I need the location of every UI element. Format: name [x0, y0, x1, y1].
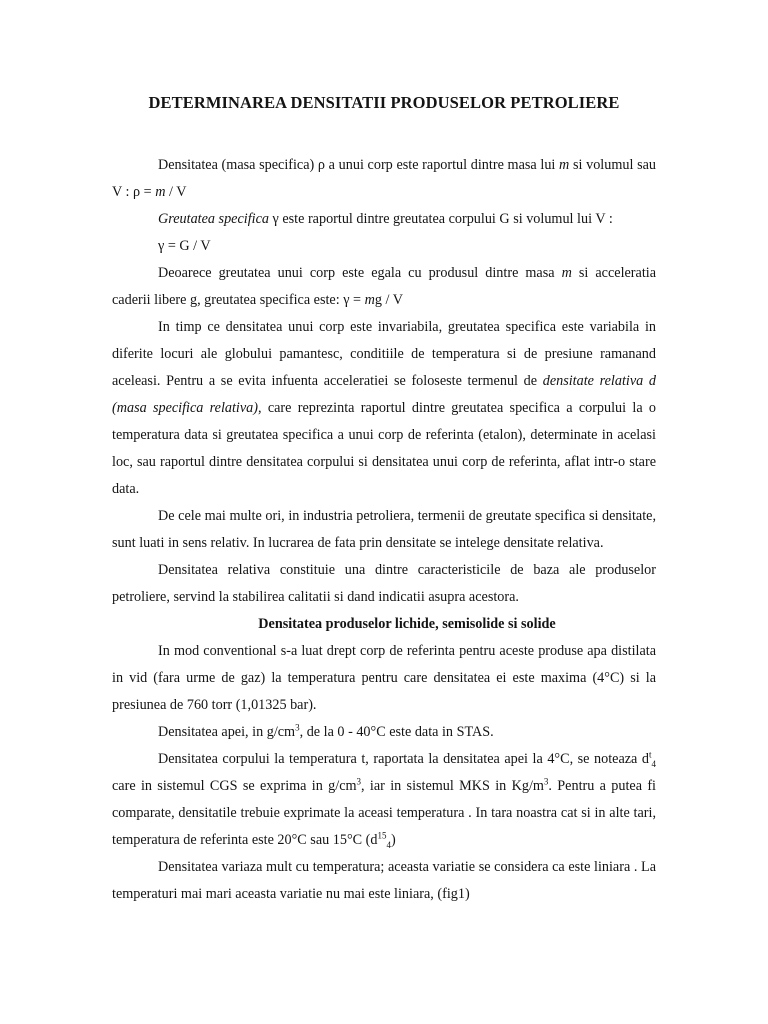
text-run: , care reprezinta raportul dintre greutatea specifica a corpului la o temperatura data si greutatea specifica a unui corp de referinta (etalon), determinate in acelasi loc, sau raportul dintre densitatea corpului si densitatea unui corp de referinta, aflat intr-o stare data.: [112, 400, 656, 497]
text-run: γ este raportul dintre greutatea corpului G si volumul lui V :: [268, 211, 613, 227]
text-run: , de la 0 - 40°C este data in STAS.: [299, 724, 494, 740]
page-title: DETERMINAREA DENSITATII PRODUSELOR PETROLIERE: [148, 93, 620, 112]
paragraph-relative-density: [112, 314, 656, 503]
text-run: Densitatea (masa specifica) ρ a unui corp este raportul dintre masa lui: [158, 157, 560, 173]
paragraph-density-notation: [112, 746, 656, 854]
formula-specific-weight: γ = G / V: [158, 238, 211, 254]
text-run: , iar in sistemul MKS in Kg/m: [361, 778, 544, 794]
text-run: si acceleratia caderii libere g, greutatea specifica este: γ =: [112, 265, 657, 308]
paragraph-temperature-variation: Densitatea variaza mult cu temperatura; aceasta variatie se considera ca este liniara . La temperaturi mai mari aceasta variatie nu mai este liniara, (fig1): [112, 859, 656, 902]
text-run: . Pentru a putea fi comparate, densitatile trebuie exprimate la aceasi temperatura . In tara noastra cat si in alte tari, temperatura de referinta este 20°C sau 15°C (d: [112, 778, 656, 848]
italic-symbol: m: [155, 184, 166, 200]
document-body: [112, 152, 656, 908]
text-run: / V: [165, 184, 187, 200]
paragraph-density-definition: [112, 152, 656, 206]
paragraph-specific-weight: [112, 206, 656, 233]
italic-symbol: m: [559, 157, 570, 173]
superscript: 3: [356, 776, 362, 787]
paragraph-weight-relation: [112, 260, 656, 314]
subscript: 4: [386, 839, 391, 850]
italic-term: densitate relativa d (masa specifica relativa): [112, 373, 656, 416]
text-run: Deoarece greutatea unui corp este egala cu produsul dintre masa: [158, 265, 562, 281]
superscript: 3: [295, 722, 300, 733]
section-subheading: Densitatea produselor lichide, semisolide si solide: [258, 616, 556, 632]
text-run: si volumul sau V : ρ =: [112, 157, 657, 200]
subscript: 4: [651, 758, 656, 769]
superscript: 15: [377, 830, 387, 841]
paragraph-water-density: [112, 719, 656, 746]
text-run: Densitatea apei, in g/cm: [158, 724, 296, 740]
italic-term: Greutatea specifica: [158, 211, 269, 227]
italic-symbol: m: [561, 265, 572, 281]
italic-symbol: m: [364, 292, 375, 308]
paragraph-reference-body: In mod conventional s-a luat drept corp de referinta pentru aceste produse apa distilata in vid (fara urme de gaz) la temperatura pentru care densitatea ei este maxima (4°C) si la presiunea de 760 torr (1,01325 bar).: [112, 643, 656, 713]
text-run: g / V: [374, 292, 403, 308]
superscript: t: [648, 749, 652, 760]
paragraph-characteristics: Densitatea relativa constituie una dintre caracteristicile de baza ale produselor petroliere, servind la stabilirea calitatii si dand indicatii asupra acestora.: [112, 562, 656, 605]
text-run: Densitatea corpului la temperatura t, raportata la densitatea apei la 4°C, se noteaza d: [158, 751, 649, 767]
text-run: In timp ce densitatea unui corp este invariabila, greutatea specifica este variabila in diferite locuri ale globului pamantesc, conditiile de temperatura si de presiune ramanand aceleasi. Pentru a se evita infuenta acceleratiei se foloseste termenul de: [112, 319, 656, 389]
paragraph-industry-usage: De cele mai multe ori, in industria petroliera, termenii de greutate specifica si densitate, sunt luati in sens relativ. In lucrarea de fata prin densitate se intelege densitate relativa.: [112, 508, 656, 551]
text-run: care in sistemul CGS se exprima in g/cm: [112, 778, 357, 794]
text-run: ): [390, 832, 396, 848]
superscript: 3: [543, 776, 549, 787]
